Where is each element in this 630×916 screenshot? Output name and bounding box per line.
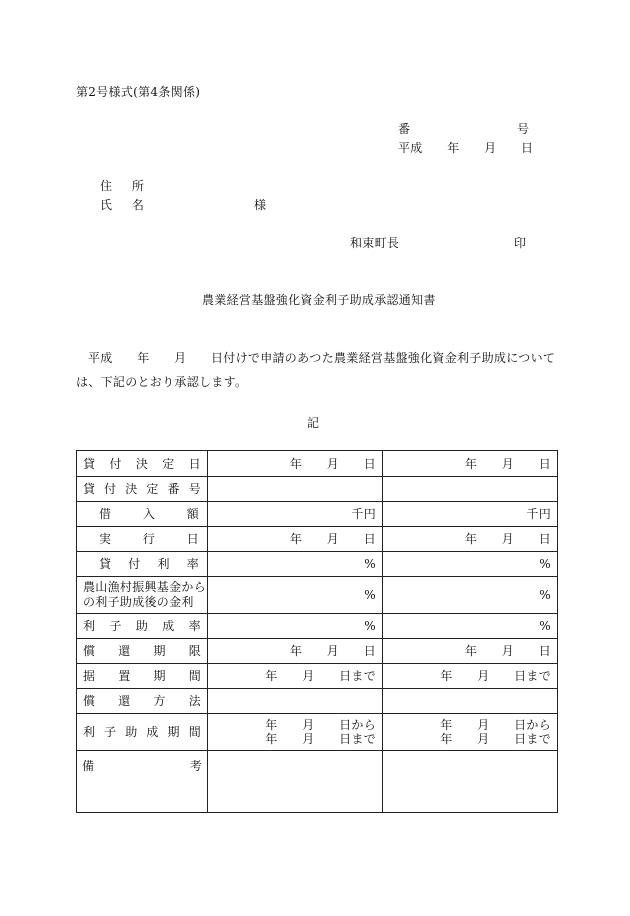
row-label: 償還期限 bbox=[77, 639, 208, 664]
form-number: 第2号様式(第4条関係) bbox=[76, 85, 201, 99]
table-row bbox=[77, 552, 558, 577]
row-left-value: 年 月 日 bbox=[208, 639, 383, 664]
row-right-value: 年 月 日 bbox=[383, 451, 558, 477]
row-label: 利子助成率 bbox=[77, 614, 208, 639]
row-left-value: % bbox=[208, 552, 383, 577]
issue-date bbox=[398, 141, 534, 155]
row-label: 実行日 bbox=[77, 527, 208, 552]
row-label: 備考 bbox=[77, 751, 208, 813]
row-right-value bbox=[383, 477, 558, 502]
table-row bbox=[77, 502, 558, 527]
ki-heading: 記 bbox=[307, 416, 320, 430]
row-label: 貸付決定日 bbox=[77, 451, 208, 477]
row-right-value: % bbox=[383, 552, 558, 577]
row-left-value-pair bbox=[208, 714, 383, 751]
date-line: 平成 年 月 日 bbox=[398, 141, 534, 155]
seal-mark: 印 bbox=[514, 236, 527, 250]
table-row bbox=[77, 614, 558, 639]
period-to: 年 月 日まで bbox=[265, 732, 376, 746]
table-row bbox=[77, 714, 558, 751]
row-right-value: % bbox=[383, 577, 558, 614]
period-to: 年 月 日まで bbox=[440, 732, 551, 746]
body-line-1 bbox=[88, 351, 555, 365]
address-label: 住 所 bbox=[100, 179, 152, 193]
row-label-line-1: 農山漁村振興基金から bbox=[83, 580, 207, 594]
row-left-value: % bbox=[208, 577, 383, 614]
table-row bbox=[77, 664, 558, 689]
row-right-value: 年 月 日 bbox=[383, 639, 558, 664]
table-row bbox=[77, 451, 558, 477]
row-label-line-2: の利子助成後の金利 bbox=[83, 595, 194, 609]
row-label: 据置期間 bbox=[77, 664, 208, 689]
row-left-value: 年 月 日まで bbox=[208, 664, 383, 689]
row-label: 償還方法 bbox=[77, 689, 208, 714]
table-row bbox=[77, 639, 558, 664]
table-row bbox=[77, 577, 558, 614]
row-label: 貸付利率 bbox=[77, 552, 208, 577]
row-left-value bbox=[208, 689, 383, 714]
row-right-value-pair bbox=[383, 714, 558, 751]
name-label: 氏 名 bbox=[100, 198, 152, 212]
row-right-value: 年 月 日まで bbox=[383, 664, 558, 689]
row-label: 借入額 bbox=[77, 502, 208, 527]
table-row bbox=[77, 477, 558, 502]
row-label-two-line bbox=[77, 577, 208, 614]
table-row bbox=[77, 527, 558, 552]
body-line-1-text: 平成 年 月 日付けで申請のあつた農業経営基盤強化資金利子助成につい bbox=[88, 351, 543, 365]
row-label: 貸付決定番号 bbox=[77, 477, 208, 502]
period-from: 年 月 日から bbox=[440, 718, 551, 732]
details-table bbox=[76, 450, 558, 813]
number-go-label: 号 bbox=[517, 122, 530, 136]
row-left-value: 年 月 日 bbox=[208, 451, 383, 477]
row-right-value: 千円 bbox=[383, 502, 558, 527]
row-left-value: 年 月 日 bbox=[208, 527, 383, 552]
row-right-value: 年 月 日 bbox=[383, 527, 558, 552]
row-label: 利子助成期間 bbox=[77, 714, 208, 751]
body-line-1-end: て bbox=[542, 351, 556, 365]
row-left-value bbox=[208, 751, 383, 813]
row-left-value: % bbox=[208, 614, 383, 639]
period-from: 年 月 日から bbox=[265, 718, 376, 732]
body-line-2: は、下記のとおり承認します。 bbox=[76, 375, 248, 389]
row-right-value bbox=[383, 751, 558, 813]
row-right-value: % bbox=[383, 614, 558, 639]
document-title: 農業経営基盤強化資金利子助成承認通知書 bbox=[202, 293, 436, 307]
table-row bbox=[77, 689, 558, 714]
row-left-value: 千円 bbox=[208, 502, 383, 527]
row-left-value bbox=[208, 477, 383, 502]
row-right-value bbox=[383, 689, 558, 714]
number-ban-label: 番 bbox=[398, 122, 411, 136]
table-row bbox=[77, 751, 558, 813]
honorific-sama: 様 bbox=[254, 198, 267, 212]
mayor-title: 和束町長 bbox=[350, 236, 400, 250]
